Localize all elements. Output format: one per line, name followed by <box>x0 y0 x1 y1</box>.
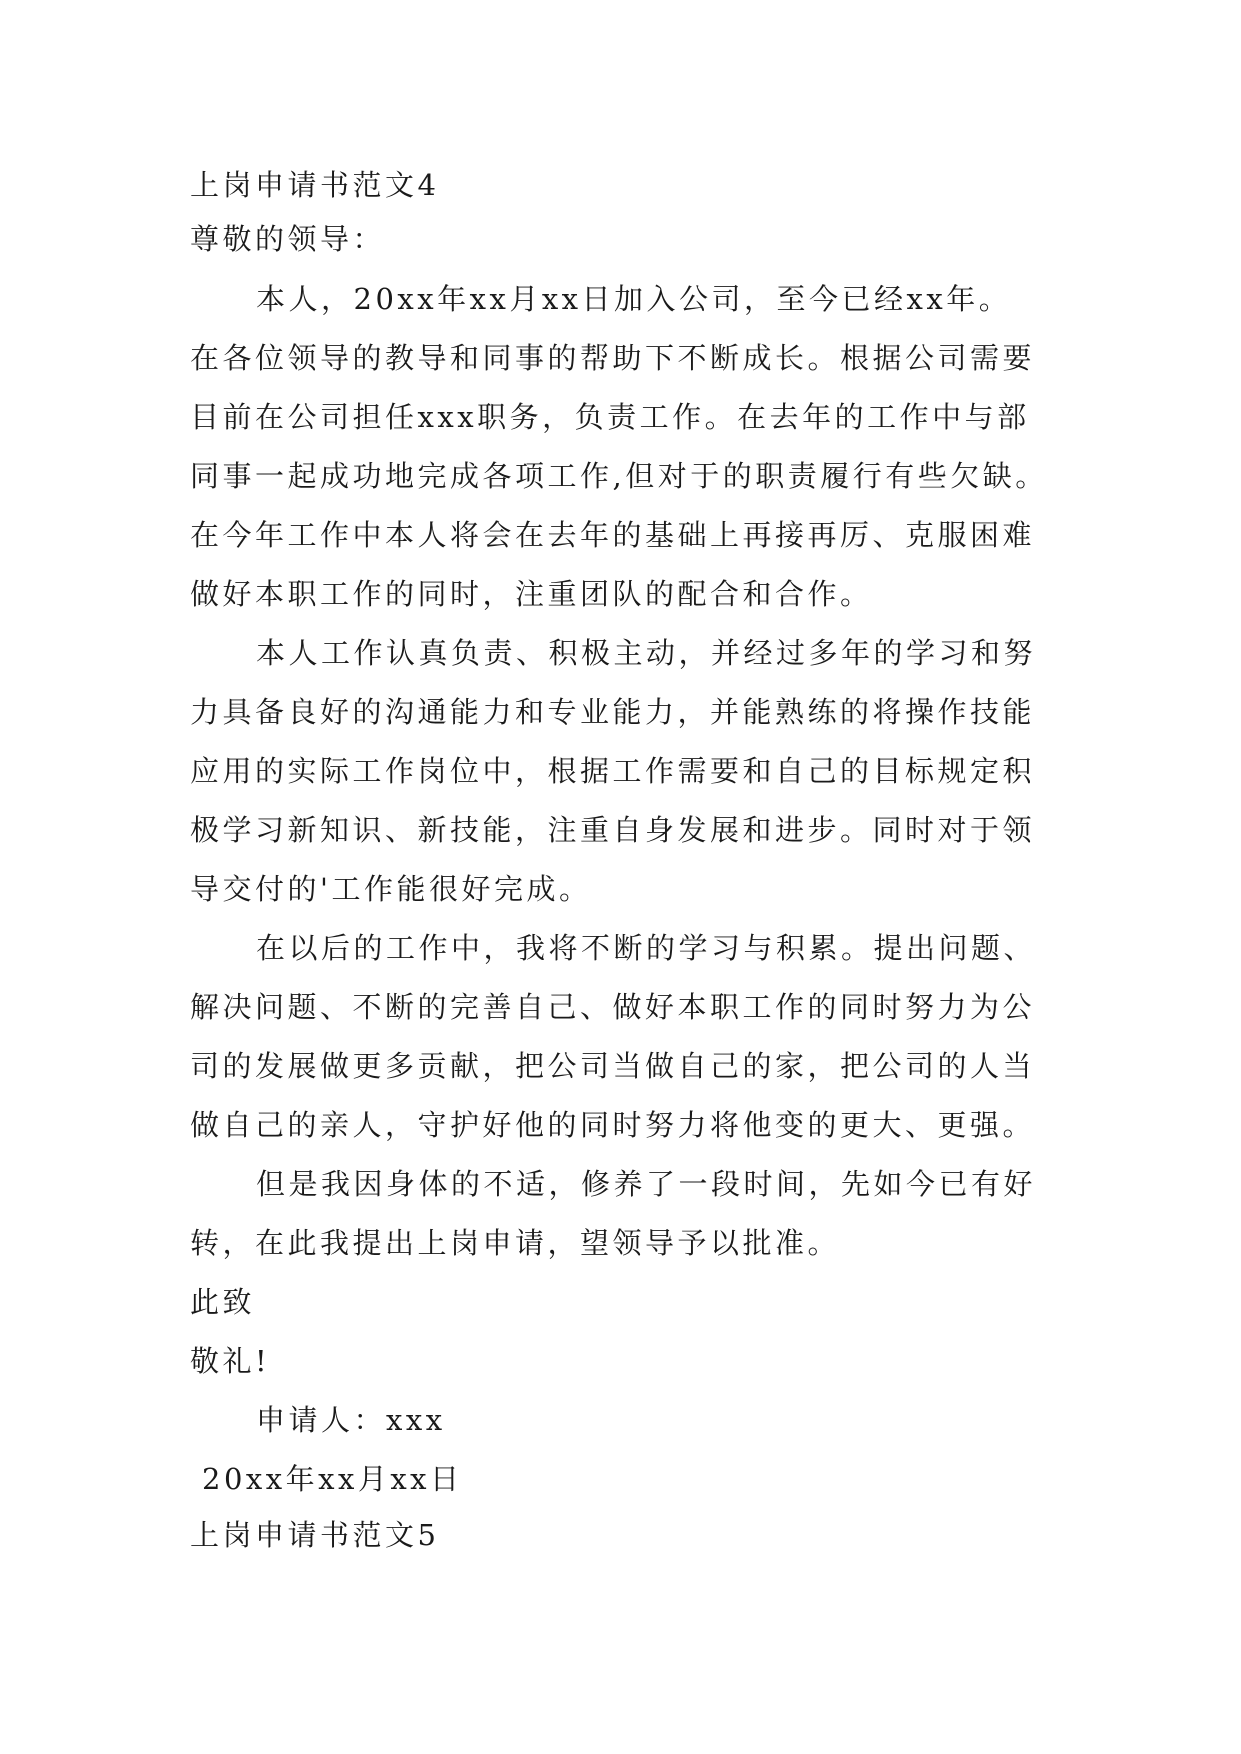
paragraph-line: 但是我因身体的不适，修养了一段时间，先如今已有好 <box>256 1167 1037 1201</box>
paragraph-line: 在今年工作中本人将会在去年的基础上再接再厉、克服困难 <box>190 518 1036 552</box>
closing-line: 此致 <box>190 1285 256 1319</box>
paragraph-line: 应用的实际工作岗位中，根据工作需要和自己的目标规定积 <box>190 754 1036 788</box>
paragraph-line: 在各位领导的教导和同事的帮助下不断成长。根据公司需要 <box>190 341 1036 375</box>
paragraph-line: 同事一起成功地完成各项工作,但对于的职责履行有些欠缺。 <box>190 459 1048 493</box>
paragraph-line: 力具备良好的沟通能力和专业能力，并能熟练的将操作技能 <box>190 695 1036 729</box>
paragraph-line: 极学习新知识、新技能，注重自身发展和进步。同时对于领 <box>190 813 1036 847</box>
date-line: 20xx年xx月xx日 <box>202 1462 463 1496</box>
applicant-signature: 申请人：xxx <box>256 1403 446 1437</box>
paragraph-line: 目前在公司担任xxx职务，负责工作。在去年的工作中与部 <box>190 400 1030 434</box>
paragraph-line: 做自己的亲人，守护好他的同时努力将他变的更大、更强。 <box>190 1108 1036 1142</box>
paragraph-line: 转，在此我提出上岗申请，望领导予以批准。 <box>190 1226 841 1260</box>
paragraph-line: 本人工作认真负责、积极主动，并经过多年的学习和努 <box>256 636 1037 670</box>
paragraph-line: 解决问题、不断的完善自己、做好本职工作的同时努力为公 <box>190 990 1036 1024</box>
section-title: 上岗申请书范文4 <box>190 168 440 202</box>
closing-line: 敬礼! <box>190 1344 271 1378</box>
paragraph-line: 司的发展做更多贡献，把公司当做自己的家，把公司的人当 <box>190 1049 1036 1083</box>
paragraph-line: 导交付的'工作能很好完成。 <box>190 872 592 906</box>
paragraph-line: 本人，20xx年xx月xx日加入公司，至今已经xx年。 <box>256 282 1012 316</box>
paragraph-line: 做好本职工作的同时，注重团队的配合和合作。 <box>190 577 873 611</box>
paragraph-line: 在以后的工作中，我将不断的学习与积累。提出问题、 <box>256 931 1037 965</box>
section-title: 上岗申请书范文5 <box>190 1518 440 1552</box>
salutation: 尊敬的领导： <box>190 222 386 256</box>
